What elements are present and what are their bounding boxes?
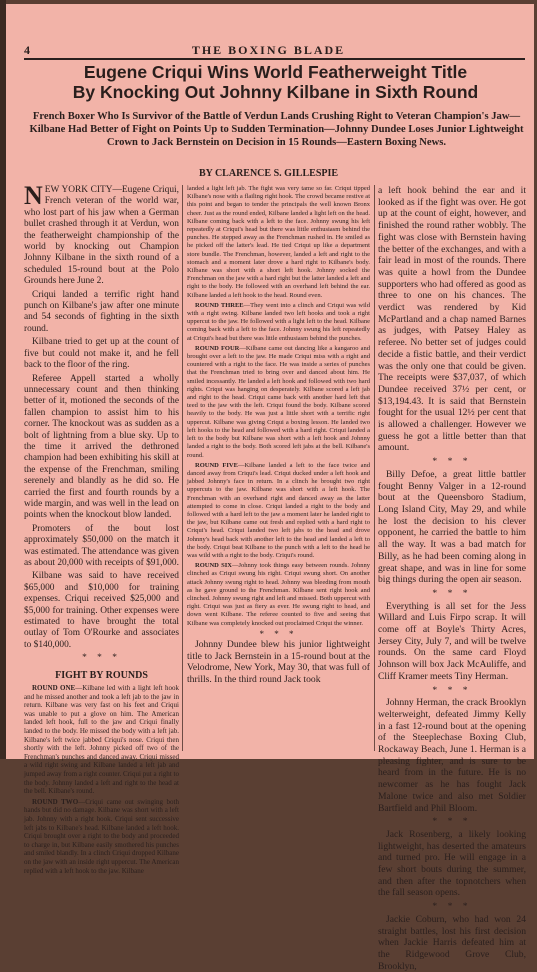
paragraph: Kilbane tried to get up at the count of five but could not make it, and he fell back to the floor of the ring. xyxy=(24,337,179,371)
paragraph: Jack Rosenberg, a likely looking lightweight, has deserted the amateurs and turned pro. He will engage in a few short bouts during the summer, and then after the topnotchers when the fall season opens. xyxy=(378,828,526,899)
paragraph: ROUND FIVE—Kilbane landed a left to the face twice and danced away from Criqui's lead. Criqui ducked under a left hook and jabbed Johnny's face in return. In a clinch he brought two right uppercuts to the jaw. Kilbane was short with a left hook. The Frenchman with an overhand right and danced away as the latter attempted to come in close. Criqui landed a right to the body and followed with a hard left to the jaw a moment later he landed right to the jaw, but Kilbane came out fresh and replied with a hard right to Criqui's head. Criqui landed two left jabs to the head and drove Johnny's head back with another left to the head and landed a left to the body. Criqui beat Kilbane to the punch with a left to the head he was wild with a right to the body. Criqui's round. xyxy=(187,461,370,559)
paragraph: Billy Defoe, a great little battler fought Benny Valger in a 12-round bout at the Queensboro Stadium, Long Island City, May 29, and while he lost the decision to his clever opponent, he carried the battle to him all the way. It was a bad match for Billy, as he had been coming along in great shape, and was in line for some big things during the open air season. xyxy=(378,468,526,586)
article-column-1 xyxy=(24,181,180,875)
paragraph: ROUND FOUR—Kilbane came out dancing like a kangaroo and brought over a left to the jaw. He made Criqui miss with a right and countered with a right to the face. He was inside a series of punches that the Frenchman tried to bring over and danced about him. He smiled incessantly. He landed a left hook and followed with two hard rights. Criqui was hanging on desperately. Kilbane scored a left jab and right to the head. Criqui came back with another hard left that teed to the jaw with the left. Criqui found the body. Kilbane scored heavily to the body. He was just a little short with a terrific right uppercut. Kilbane was giving Criqui a boxing lesson. He landed two left hooks to the head and followed with a hard right. Criqui landed a left to the body but Kilbane was short with a left hook and Johnny landed a right to the body. Both scored left jabs at the bell. Kilbane's round. xyxy=(187,344,370,459)
subheadline-deck: French Boxer Who Is Survivor of the Battle of Verdun Lands Crushing Right to Veteran Champion's Jaw—Kilbane Had Better of Fight on Points Up to Sudden Termination—Johnny Dundee Loses Junior Lightweight Crown to Jack Bernstein on Decision in 15 Rounds—Eastern Boxing News. xyxy=(29,111,524,148)
headline-line-1: Eugene Criqui Wins World Featherweight Title xyxy=(83,62,468,82)
paragraph: Promoters of the bout lost approximately $50,000 on the match it was estimated. The attendance was given as about 20,000 with receipts of $91,000. xyxy=(24,523,179,568)
paragraph: Jackie Coburn, who had won 24 straight battles, lost his first decision when Jackie Harris defeated him at the Ridgewood Grove Club, Brooklyn, xyxy=(378,913,526,972)
headline-line-2: By Knocking Out Johnny Kilbane in Sixth Round xyxy=(72,82,479,102)
section-divider: * * * xyxy=(432,684,472,696)
drop-cap: N xyxy=(24,181,43,210)
paragraph: a left hook behind the ear and it looked as if the fight was over. He got up at the count of eight, however, and finished the round rather wobbly. The fight was close with Bernstein having the better of the exchanges, and with a fair lead in most of the rounds. There was quite a howl from the Dundee supporters who had offered as good as three to one on his chances. The verdict was rendered by Kid McPartland and a chap named Barnes as judges, with Patsey Haley as referee. No better set of judges could decide a fistic battle, and their verdict was the only one that could be given. The receipts were $37,037, of which Dundee received 37½ per cent, or $13,194.43. It is said that Bernstein fought for the usual 12½ per cent that is allowed a challenger. However we guess he got a little better than that amount. xyxy=(378,185,526,454)
paragraph: ROUND ONE—Kilbane led with a light left hook and he missed another and took a left jab to the jaw in return. Kilbane was very fast on his feet and Criqui was unable to put a glove on him. The American landed left hook, full to the jaw and Criqui finally landed to the body. He missed the body with a left jab. Kilbane's left twice jabbed Criqui's nose. Criqui then shortly with the left. Johnny picked off two of the Frenchman's punches and danced away. Criqui missed a wild right swing and Kilbane landed a left jab and jumped away from a right counter. Criqui put a right to the body. Johnny landed a left and right to the head at the bell. Kilbane's round. xyxy=(24,684,179,796)
headline xyxy=(24,62,527,102)
paragraph: ROUND THREE—They went into a clinch and Criqui was wild with a right swing. Kilbane landed two left hooks and took a right uppercut to the jaw. He followed with a light left to the head. Kilbane coming back with a left to the face. Johnny swung his left repeatedly at Criqui's head but there was little enthusiasm behind the punches. xyxy=(187,301,370,342)
publication-title: THE BOXING BLADE xyxy=(191,43,346,57)
paragraph: NEW YORK CITY—Eugene Criqui, French veteran of the world war, who lost part of his jaw when a German bullet crashed through it at Verdun, won the featherweight championship of the world by knocking out Champion Johnny Kilbane in the sixth round of a scheduled 15-round bout at the Polo Grounds here June 2. xyxy=(24,181,179,287)
paragraph: Kilbane was said to have received $65,000 and $10,000 for training expenses. Criqui received $25,000 and $5,000 for training. Other expenses were estimated to have brought the total outlay of Tom O'Rourke and associates to $140,000. xyxy=(24,571,179,650)
paragraph: Criqui landed a terrific right hand punch on Kilbane's jaw after one minute and 54 seconds of fighting in the sixth round. xyxy=(24,289,179,334)
section-divider: * * * xyxy=(82,653,121,664)
paragraph: ROUND SIX—Johnny took things easy between rounds. Johnny clinched as Criqui swung his right. Criqui swung short. On another attack Johnny swung right to head. Johnny was bleeding from mouth as he gave ground to the Frenchman. Kilbane sent right hook and clinched. Johnny swung right and left and missed. Both uppercut with right. Criqui was just as fiery as ever. He swung right to head, and down went Kilbane. The referee counted to five and seeing that Kilbane was completely knocked out proclaimed Criqui the winner. xyxy=(187,562,370,627)
page-number: 4 xyxy=(24,43,30,57)
paragraph: Referee Appell started a wholly unnecessary count and then thinking better of it, motioned the seconds of the fallen champion to assist him to his corner. The knockout was as sudden as a bolt of lightning from a blue sky. Up to the time it arrived the dethroned champion had been exhibiting his skill at the expense of the Frenchman, smiling serenely and blandly as he did so. He carried the first and fourth rounds by a wide margin, and was well in the lead on points when the knockout blow landed. xyxy=(24,373,179,521)
paragraph: Johnny Dundee blew his junior lightweight title to Jack Bernstein in a 15-round bout at the Velodrome, New York, May 30, that was full of thrills. In the third round Jack took xyxy=(187,638,370,686)
column-rule-2 xyxy=(374,185,375,751)
section-heading: FIGHT BY ROUNDS xyxy=(55,669,148,681)
section-divider: * * * xyxy=(432,901,472,913)
article-column-3 xyxy=(378,185,526,972)
article-column-2 xyxy=(187,185,370,753)
header-rule xyxy=(24,58,525,60)
paragraph: Everything is all set for the Jess Willard and Luis Firpo scrap. It will come off at Boyle's Thirty Acres, Jersey City, July 7, and will be twelve rounds. On the same card Floyd Johnson will box Jack McAuliffe, and Cliff Kramer meets Tiny Herman. xyxy=(378,600,526,682)
section-divider: * * * xyxy=(432,587,472,599)
column-rule-1 xyxy=(182,185,183,751)
section-divider: * * * xyxy=(432,456,472,468)
paragraph: landed a light left jab. The fight was very tame so far. Criqui tipped Kilbane's nose with a flailing right hook. The crowd became restive at this point and began to tender the principals the well known Bronx cheer. Just as the round ended, Kilbane landed a light left on the head. Kilbane coming back with a left to the face. Johnny swung his left repeatedly at Criqui's head but there was little enthusiasm behind the punches. He stepped away as the Frenchman rushed in. He smiled as he picked off the latter's lead. He tied Criqui up like a department store bundle. The Frenchman, however, landed a left and right to the stomach and a moment later drove a hard right to Kilbane's body. Kilbane was short with a short left hook. Johnny socked the Frenchman on the jaw with a hard right but the latter landed a left and right to the body. He followed with an overhand left behind the ear. Kilbane landed a left hook to the head. Round even. xyxy=(187,185,370,299)
section-divider: * * * xyxy=(259,628,298,639)
paragraph: ROUND TWO—Criqui came out swinging both hands but did no damage. Kilbane was short with a left jab. Johnny with a right hook. Criqui sent successive left jabs to Kilbane's head. Kilbane landed a left hook. Criqui brought over a right to the body and proceeded to charge in, but Kilbane easily smothered his punches and smiled blandly. In a clinch Criqui dropped Kilbane on the jaw with an inside right uppercut. The American replied with a left hook to the jaw. Kilbane xyxy=(24,797,180,875)
paragraph: Johnny Herman, the crack Brooklyn welterweight, defeated Jimmy Kelly in a fast 12-round bout at the opening of the Steeplechase Boxing Club, Rockaway Beach, June 1. Herman is a pleasing fighter, and is sure to be heard from in the future. He is no newcomer as he has fought Jack Malone twice and also met Soldier Bartfield and Phil Bloom. xyxy=(378,697,526,814)
section-divider: * * * xyxy=(432,816,472,828)
byline: BY CLARENCE S. GILLESPIE xyxy=(198,168,339,179)
